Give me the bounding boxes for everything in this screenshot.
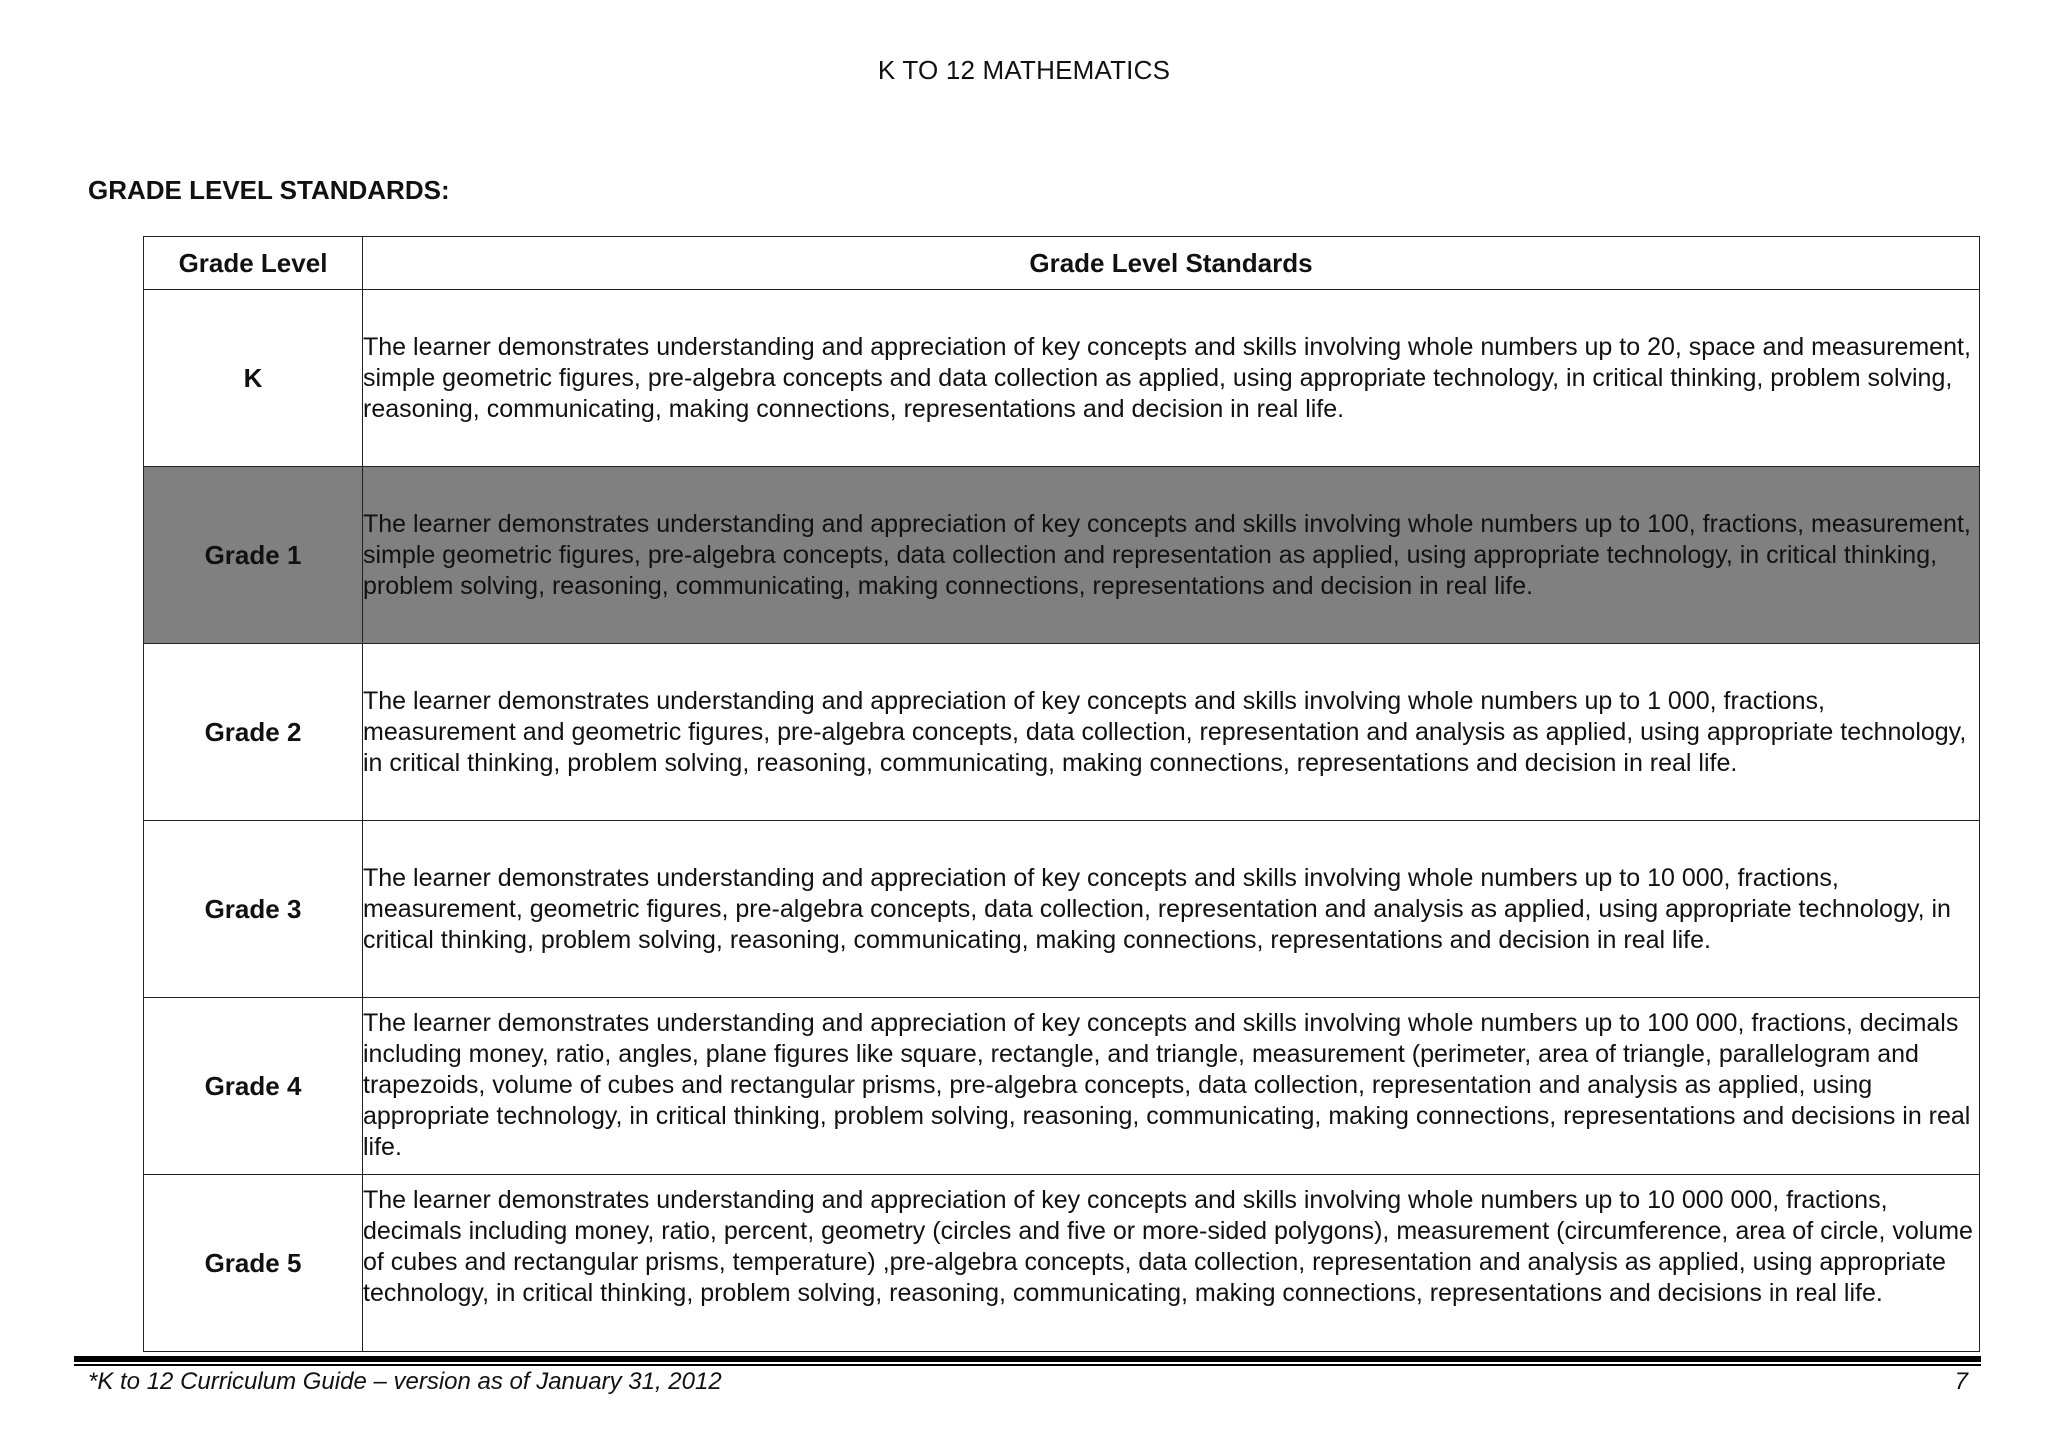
column-header-grade-level: Grade Level	[144, 237, 363, 290]
grade-cell: Grade 1	[144, 467, 363, 644]
standard-cell: The learner demonstrates understanding and appreciation of key concepts and skills involving whole numbers up to 10 000 000, fractions, decimals including money, ratio, percent, geometry (circles and five or more-sided polygons), measurement (circumference, area of circle, volume of cubes and rectangular prisms, temperature) ,pre-algebra concepts, data collection, representation and analysis as applied, using appropriate technology, in critical thinking, problem solving, reasoning, communicating, making connections, representations and decisions in real life.	[363, 1175, 1980, 1352]
table-row	[144, 644, 1980, 821]
footer-citation: *K to 12 Curriculum Guide – version as of January 31, 2012	[88, 1368, 722, 1395]
table-row	[144, 1175, 1980, 1352]
grade-cell: K	[144, 290, 363, 467]
page-number: 7	[1954, 1368, 1968, 1395]
table-header-row	[144, 237, 1980, 290]
standard-cell: The learner demonstrates understanding and appreciation of key concepts and skills involving whole numbers up to 1 000, fractions, measurement and geometric figures, pre-algebra concepts, data collection, representation and analysis as applied, using appropriate technology, in critical thinking, problem solving, reasoning, communicating, making connections, representations and decision in real life.	[363, 644, 1980, 821]
section-title: GRADE LEVEL STANDARDS:	[88, 175, 450, 205]
page-header: K TO 12 MATHEMATICS	[877, 55, 1171, 85]
grade-level-standards-table	[143, 236, 1980, 1352]
table-row	[144, 998, 1980, 1175]
footer-divider	[74, 1356, 1981, 1362]
standard-cell: The learner demonstrates understanding and appreciation of key concepts and skills involving whole numbers up to 100 000, fractions, decimals including money, ratio, angles, plane figures like square, rectangle, and triangle, measurement (perimeter, area of triangle, parallelogram and trapezoids, volume of cubes and rectangular prisms, pre-algebra concepts, data collection, representation and analysis as applied, using appropriate technology, in critical thinking, problem solving, reasoning, communicating, making connections, representations and decisions in real life.	[363, 998, 1980, 1175]
table-row	[144, 821, 1980, 998]
grade-cell: Grade 5	[144, 1175, 363, 1352]
grade-cell: Grade 4	[144, 998, 363, 1175]
standard-cell: The learner demonstrates understanding and appreciation of key concepts and skills involving whole numbers up to 20, space and measurement, simple geometric figures, pre-algebra concepts and data collection as applied, using appropriate technology, in critical thinking, problem solving, reasoning, communicating, making connections, representations and decision in real life.	[363, 290, 1980, 467]
standard-cell: The learner demonstrates understanding and appreciation of key concepts and skills involving whole numbers up to 10 000, fractions, measurement, geometric figures, pre-algebra concepts, data collection, representation and analysis as applied, using appropriate technology, in critical thinking, problem solving, reasoning, communicating, making connections, representations and decision in real life.	[363, 821, 1980, 998]
table-row	[144, 290, 1980, 467]
grade-cell: Grade 3	[144, 821, 363, 998]
footer-divider-thin	[74, 1364, 1981, 1366]
grade-cell: Grade 2	[144, 644, 363, 821]
standard-cell: The learner demonstrates understanding and appreciation of key concepts and skills involving whole numbers up to 100, fractions, measurement, simple geometric figures, pre-algebra concepts, data collection and representation as applied, using appropriate technology, in critical thinking, problem solving, reasoning, communicating, making connections, representations and decision in real life.	[363, 467, 1980, 644]
column-header-grade-level-standards: Grade Level Standards	[363, 237, 1980, 290]
table-row	[144, 467, 1980, 644]
